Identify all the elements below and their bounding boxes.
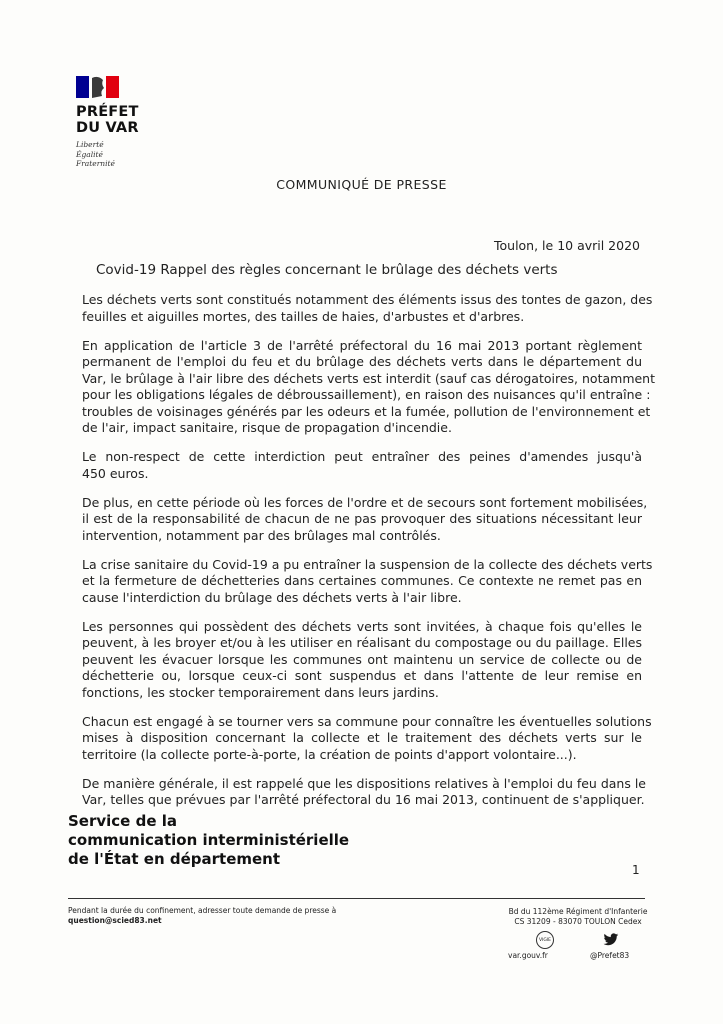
twitter-bird-icon[interactable] xyxy=(603,933,619,947)
subject-line: Covid-19 Rappel des règles concernant le brûlage des déchets verts xyxy=(96,262,558,278)
service-line: Service de la xyxy=(68,812,177,830)
paragraph-line: et la fermeture de déchetteries dans certaines communes. Ce contexte ne remet pas en xyxy=(82,573,642,588)
postal-address xyxy=(508,907,648,927)
paragraph-line: mises à disposition concernant la collecte et le traitement des déchets verts sur le xyxy=(82,730,642,745)
paragraph-line: permanent de l'emploi du feu et du brûlage des déchets verts dans le département du xyxy=(82,354,642,369)
body-paragraph xyxy=(82,494,648,545)
vigipirate-icon: VIGIE xyxy=(536,931,554,949)
paragraph-line: troubles de voisinages générés par les odeurs et la fumée, pollution de l'environnement et xyxy=(82,403,651,419)
body-paragraph xyxy=(82,775,646,809)
press-email-link[interactable]: question@scied83.net xyxy=(68,916,162,925)
motto-line: Égalité xyxy=(76,149,103,159)
footer-contact xyxy=(68,906,336,926)
service-line: communication interministérielle xyxy=(68,831,350,849)
body-paragraph xyxy=(82,337,656,437)
paragraph-line: Var, le brûlage à l'air libre des déchets verts est interdit (sauf cas dérogatoires, notamment xyxy=(82,370,656,386)
footer-address-block xyxy=(508,907,648,961)
social-icons xyxy=(508,931,648,951)
body-paragraph xyxy=(82,292,653,325)
service-line: de l'État en département xyxy=(68,850,281,868)
paragraph-line: territoire (la collecte porte-à-porte, la création de points d'apport volontaire...). xyxy=(82,746,577,762)
dateline: Toulon, le 10 avril 2020 xyxy=(493,238,640,253)
document-heading: COMMUNIQUÉ DE PRESSE xyxy=(276,177,447,192)
prefecture-name xyxy=(76,104,186,136)
prefecture-name-line: DU VAR xyxy=(76,120,139,136)
paragraph-line: feuilles et aiguilles mortes, des tailles de haies, d'arbustes et d'arbres. xyxy=(82,308,525,324)
paragraph-line: intervention, notamment par des brûlages mal contrôlés. xyxy=(82,527,441,543)
paragraph-line: Chacun est engagé à se tourner vers sa commune pour connaître les éventuelles solutions xyxy=(82,713,652,729)
motto-line: Liberté xyxy=(76,140,104,149)
address-line: Bd du 112ème Régiment d'Infanterie xyxy=(508,907,648,916)
paragraph-line: Les déchets verts sont constitués notamment des éléments issus des tontes de gazon, des xyxy=(82,292,653,307)
prefecture-name-line: PRÉFET xyxy=(76,104,139,120)
republic-motto xyxy=(76,140,186,169)
paragraph-line: La crise sanitaire du Covid-19 a pu entraîner la suspension de la collecte des déchets verts xyxy=(82,556,653,572)
paragraph-line: En application de l'article 3 de l'arrêté préfectoral du 16 mai 2013 portant règlement xyxy=(82,337,642,353)
body-paragraph xyxy=(82,713,652,764)
paragraph-line: peuvent les évacuer lorsque les communes ont maintenu un service de collecte ou de xyxy=(82,651,642,667)
paragraph-line: Var, telles que prévues par l'arrêté préfectoral du 16 mai 2013, continuent de s'appliquer. xyxy=(82,792,645,807)
marianne-emblem-icon xyxy=(76,74,120,100)
paragraph-line: pour les obligations légales de débroussaillement), en raison des nuisances qu'il entraîne : xyxy=(82,387,651,402)
motto-line: Fraternité xyxy=(76,159,115,168)
twitter-handle-link[interactable]: @Prefet83 xyxy=(590,951,630,960)
paragraph-line: Le non-respect de cette interdiction peut entraîner des peines d'amendes jusqu'à xyxy=(82,449,642,464)
address-line: CS 31209 - 83070 TOULON Cedex xyxy=(514,917,642,926)
page-number: 1 xyxy=(632,863,640,877)
paragraph-line: Les personnes qui possèdent des déchets verts sont invitées, à chaque fois qu'elles le xyxy=(82,618,642,634)
paragraph-line: il est de la responsabilité de chacun de ne pas provoquer des situations nécessitant leur xyxy=(82,511,642,526)
footer-divider xyxy=(68,898,645,899)
document-body xyxy=(82,292,656,821)
service-signature xyxy=(68,812,349,869)
paragraph-line: De plus, en cette période où les forces de l'ordre et de secours sont fortement mobilisées, xyxy=(82,494,648,510)
paragraph-line: peuvent, à les broyer et/ou à les utiliser en réalisant du compostage ou du paillage. Elles xyxy=(82,635,642,650)
body-paragraph xyxy=(82,556,653,607)
body-paragraph xyxy=(82,449,642,482)
web-links xyxy=(508,951,648,961)
footer-note: Pendant la durée du confinement, adresser toute demande de presse à xyxy=(68,906,337,915)
paragraph-line: De manière générale, il est rappelé que les dispositions relatives à l'emploi du feu dans le xyxy=(82,775,646,791)
paragraph-line: fonctions, les stocker temporairement dans leurs jardins. xyxy=(82,684,439,700)
paragraph-line: de l'air, impact sanitaire, risque de propagation d'incendie. xyxy=(82,420,452,435)
website-link[interactable]: var.gouv.fr xyxy=(508,951,548,960)
paragraph-line: déchetterie ou, lorsque ceux-ci sont suspendus et dans l'attente de leur remise en xyxy=(82,668,642,683)
prefecture-logo xyxy=(76,74,186,169)
paragraph-line: cause l'interdiction du brûlage des déchets verts à l'air libre. xyxy=(82,589,462,605)
paragraph-line: 450 euros. xyxy=(82,465,149,481)
body-paragraph xyxy=(82,619,642,702)
